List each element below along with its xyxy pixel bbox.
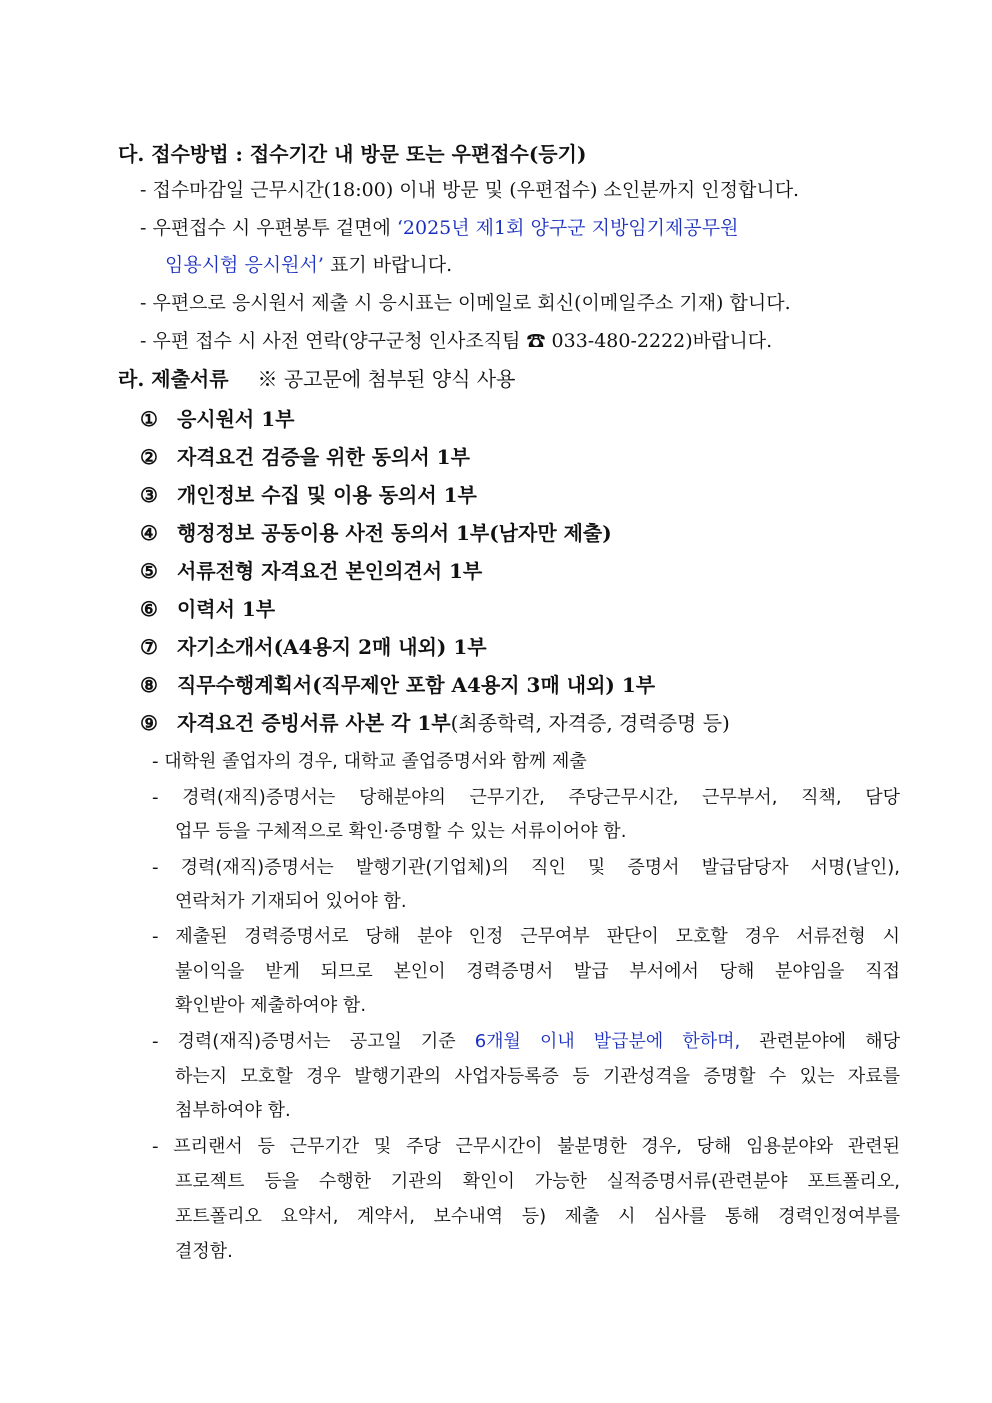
envelope-marking-line: [140, 214, 900, 242]
envelope-highlight-2: 임용시험 응시원서’: [165, 254, 324, 276]
sub-note-cont: 확인받아 제출하여야 함.: [175, 995, 367, 1016]
section-ra-note: ※ 공고문에 첨부된 양식 사용: [257, 367, 516, 391]
doc-item: ⑨ 자격요건 증빙서류 사본 각 1부(최종학력, 자격증, 경력증명 등): [140, 711, 730, 735]
sub-note-cont: 불이익을 받게 되므로 본인이 경력증명서 발급 부서에서 당해 분야임을 직접: [175, 961, 900, 982]
prior-contact-line: - 우편 접수 시 사전 연락(양구군청 인사조직팀 ☎ 033-480-2222)바랍니다.: [140, 330, 773, 352]
doc-item: ① 응시원서 1부: [140, 407, 295, 431]
doc-item: ④ 행정정보 공동이용 사전 동의서 1부(남자만 제출): [140, 521, 612, 545]
doc-item: ⑤ 서류전형 자격요건 본인의견서 1부: [140, 559, 483, 583]
envelope-suffix: 표기 바랍니다.: [323, 254, 453, 276]
sub-note: - 경력(재직)증명서는 공고일 기준 6개월 이내 발급분에 한하며, 관련분야에 해당: [152, 1031, 900, 1052]
envelope-prefix: - 우편접수 시 우편봉투 겉면에: [140, 217, 397, 239]
section-ra-heading-row: [118, 365, 515, 393]
sub-note-cont: 하는지 모호할 경우 발행기관의 사업자등록증 등 기관성격을 증명할 수 있는 자료를: [175, 1066, 900, 1087]
sub-note-cont: 업무 등을 구체적으로 확인·증명할 수 있는 서류이어야 함.: [175, 821, 627, 842]
doc-item-note: (최종학력, 자격증, 경력증명 등): [450, 711, 730, 735]
doc-item: ⑧ 직무수행계획서(직무제안 포함 A4용지 3매 내외) 1부: [140, 673, 656, 697]
sub-note: - 경력(재직)증명서는 당해분야의 근무기간, 주당근무시간, 근무부서, 직책, 담당: [152, 787, 900, 808]
reception-deadline-line: - 접수마감일 근무시간(18:00) 이내 방문 및 (우편접수) 소인분까지 인정합니다.: [140, 179, 800, 201]
doc-item: ⑥ 이력서 1부: [140, 597, 276, 621]
sub-note-cont: 결정함.: [175, 1241, 233, 1262]
issue-period-highlight: 6개월 이내 발급분에 한하며,: [474, 1031, 741, 1052]
doc-item: ⑦ 자기소개서(A4용지 2매 내외) 1부: [140, 635, 487, 659]
envelope-highlight-1: ‘2025년 제1회 양구군 지방임기제공무원: [396, 217, 739, 239]
sub-note: - 대학원 졸업자의 경우, 대학교 졸업증명서와 함께 제출: [152, 751, 587, 772]
sub-note: - 경력(재직)증명서는 발행기관(기업체)의 직인 및 증명서 발급담당자 서명(날인),: [152, 857, 900, 878]
sub-note-cont: 연락처가 기재되어 있어야 함.: [175, 891, 407, 912]
sub-note: - 제출된 경력증명서로 당해 분야 인정 근무여부 판단이 모호할 경우 서류전형 시: [152, 926, 900, 947]
section-da-heading: 다. 접수방법 : 접수기간 내 방문 또는 우편접수(등기): [118, 142, 587, 166]
sub-note-cont: 첨부하여야 함.: [175, 1100, 291, 1121]
sub-note: - 프리랜서 등 근무기간 및 주당 근무시간이 불분명한 경우, 당해 임용분야와 관련된: [152, 1136, 900, 1157]
email-reply-line: - 우편으로 응시원서 제출 시 응시표는 이메일로 회신(이메일주소 기재) 합니다.: [140, 292, 791, 314]
sub-note-cont: 프로젝트 등을 수행한 기관의 확인이 가능한 실적증명서류(관련분야 포트폴리오,: [175, 1171, 900, 1192]
doc-item: ② 자격요건 검증을 위한 동의서 1부: [140, 445, 470, 469]
sub-note-cont: 포트폴리오 요약서, 계약서, 보수내역 등) 제출 시 심사를 통해 경력인정여부를: [175, 1206, 900, 1227]
doc-item: ③ 개인정보 수집 및 이용 동의서 1부: [140, 483, 477, 507]
section-ra-heading: 라. 제출서류: [118, 367, 229, 391]
envelope-marking-line-cont: [165, 251, 900, 279]
